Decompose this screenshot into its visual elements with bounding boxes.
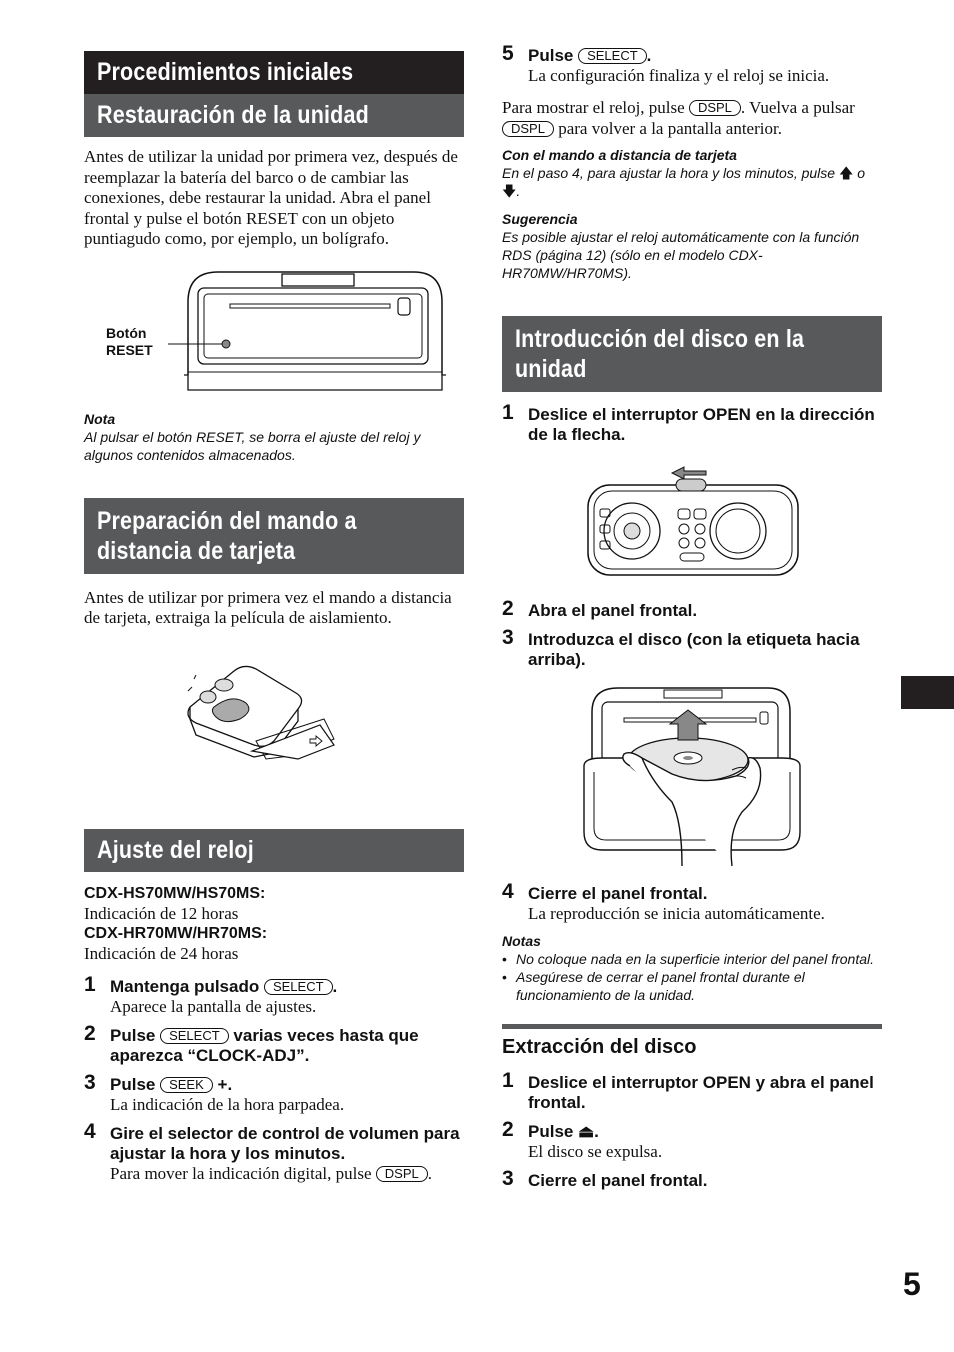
page-number: 5: [903, 1266, 921, 1302]
note-item: • No coloque nada en la superficie interior del panel frontal.: [502, 950, 882, 968]
open-switch-illustration: [502, 457, 882, 587]
disc-step-4: 4 Cierre el panel frontal. La reproducción se inicia automáticamente.: [502, 880, 825, 923]
extract-step-2: 2 Pulse ⏏. El disco se expulsa.: [502, 1118, 663, 1161]
eject-icon: ⏏: [578, 1122, 595, 1141]
remote-illustration: [84, 649, 464, 799]
section-header-reset: Restauración de la unidad: [84, 94, 464, 137]
extract-header: Extracción del disco: [502, 1024, 882, 1059]
disc-notes: Notas • No coloque nada en la superficie interior del panel frontal. • Asegúrese de cerrar el panel frontal durante el funcionamiento de la unidad.: [502, 932, 882, 1004]
reset-paragraph: Antes de utilizar la unidad por primera vez, después de reemplazar la batería del barco o de cambiar las conexiones, debe restaurar la unidad. Abra el panel frontal y pulse el botón RESET con un objeto puntiagudo como, por ejemplo, un bolígrafo.: [84, 147, 458, 248]
arrow-up-icon: 🡅: [838, 165, 854, 181]
left-column: [84, 51, 464, 1184]
section-tab-marker: [901, 676, 954, 709]
dspl-paragraph: Para mostrar el reloj, pulse DSPL . Vuelva a pulsar DSPL para volver a la pantalla anterior.: [502, 98, 855, 138]
extract-step-3: 3 Cierre el panel frontal.: [502, 1167, 708, 1190]
clock-step-2: 2 Pulse SELECT varias veces hasta que aparezca “CLOCK-ADJ”.: [84, 1021, 419, 1065]
remote-paragraph: Antes de utilizar por primera vez el mando a distancia de tarjeta, extraiga la película de aislamiento.: [84, 587, 452, 627]
disc-step-3: 3 Introduzca el disco (con la etiqueta hacia arriba).: [502, 626, 860, 669]
arrow-down-icon: 🡇: [502, 183, 517, 199]
reset-illustration: [84, 270, 464, 396]
car-stereo-open-switch-icon: [502, 457, 882, 587]
disc-insert-hand-icon: [502, 682, 882, 868]
section-header-clock: Ajuste del reloj: [84, 829, 464, 872]
sugerencia-note: Sugerencia Es posible ajustar el reloj automáticamente con la función RDS (página 12) (sólo en el modelo CDX-HR70MW/HR70MS).: [502, 211, 860, 281]
section-header-main: Procedimientos iniciales: [84, 51, 464, 94]
section-header-disc: Introducción del disco en la unidad: [502, 316, 882, 392]
dspl-button-label: DSPL: [376, 1166, 428, 1182]
dspl-button-label: DSPL: [502, 121, 554, 137]
seek-button-label: SEEK: [160, 1077, 213, 1093]
clock-step-1: 1 Mantenga pulsado SELECT . Aparece la pantalla de ajustes.: [84, 972, 338, 1016]
card-remote-icon: [84, 649, 464, 799]
car-stereo-front-icon: [84, 270, 464, 396]
disc-step-2: 2 Abra el panel frontal.: [502, 597, 698, 620]
extract-step-1: 1 Deslice el interruptor OPEN y abra el panel frontal.: [502, 1069, 874, 1112]
dspl-button-label: DSPL: [689, 100, 741, 116]
card-remote-note: Con el mando a distancia de tarjeta En el paso 4, para ajustar la hora y los minutos, pulse 🡅 o 🡇.: [502, 147, 866, 199]
disc-step-1: 1 Deslice el interruptor OPEN en la dirección de la flecha.: [502, 401, 875, 444]
right-column: [502, 44, 882, 1191]
clock-step-4: 4 Gire el selector de control de volumen para ajustar la hora y los minutos. Para mover la indicación digital, pulse DSPL .: [84, 1119, 460, 1183]
reset-note: Nota Al pulsar el botón RESET, se borra el ajuste del reloj y algunos contenidos almacenados.: [84, 410, 421, 463]
select-button-label: SELECT: [264, 979, 333, 995]
disc-insert-illustration: [502, 682, 882, 868]
model-info: CDX-HS70MW/HS70MS: Indicación de 12 horas CDX-HR70MW/HR70MS: Indicación de 24 horas: [84, 884, 268, 963]
section-header-remote: Preparación del mando a distancia de tarjeta: [84, 498, 464, 574]
clock-step-5: 5 Pulse SELECT . La configuración finaliza y el reloj se inicia.: [502, 42, 830, 85]
select-button-label: SELECT: [578, 48, 647, 64]
note-item: • Asegúrese de cerrar el panel frontal durante el funcionamiento de la unidad.: [502, 968, 882, 1004]
reset-callout-label: Botón RESET: [106, 324, 153, 358]
select-button-label: SELECT: [160, 1028, 229, 1044]
clock-step-3: 3 Pulse SEEK +. La indicación de la hora parpadea.: [84, 1070, 345, 1114]
